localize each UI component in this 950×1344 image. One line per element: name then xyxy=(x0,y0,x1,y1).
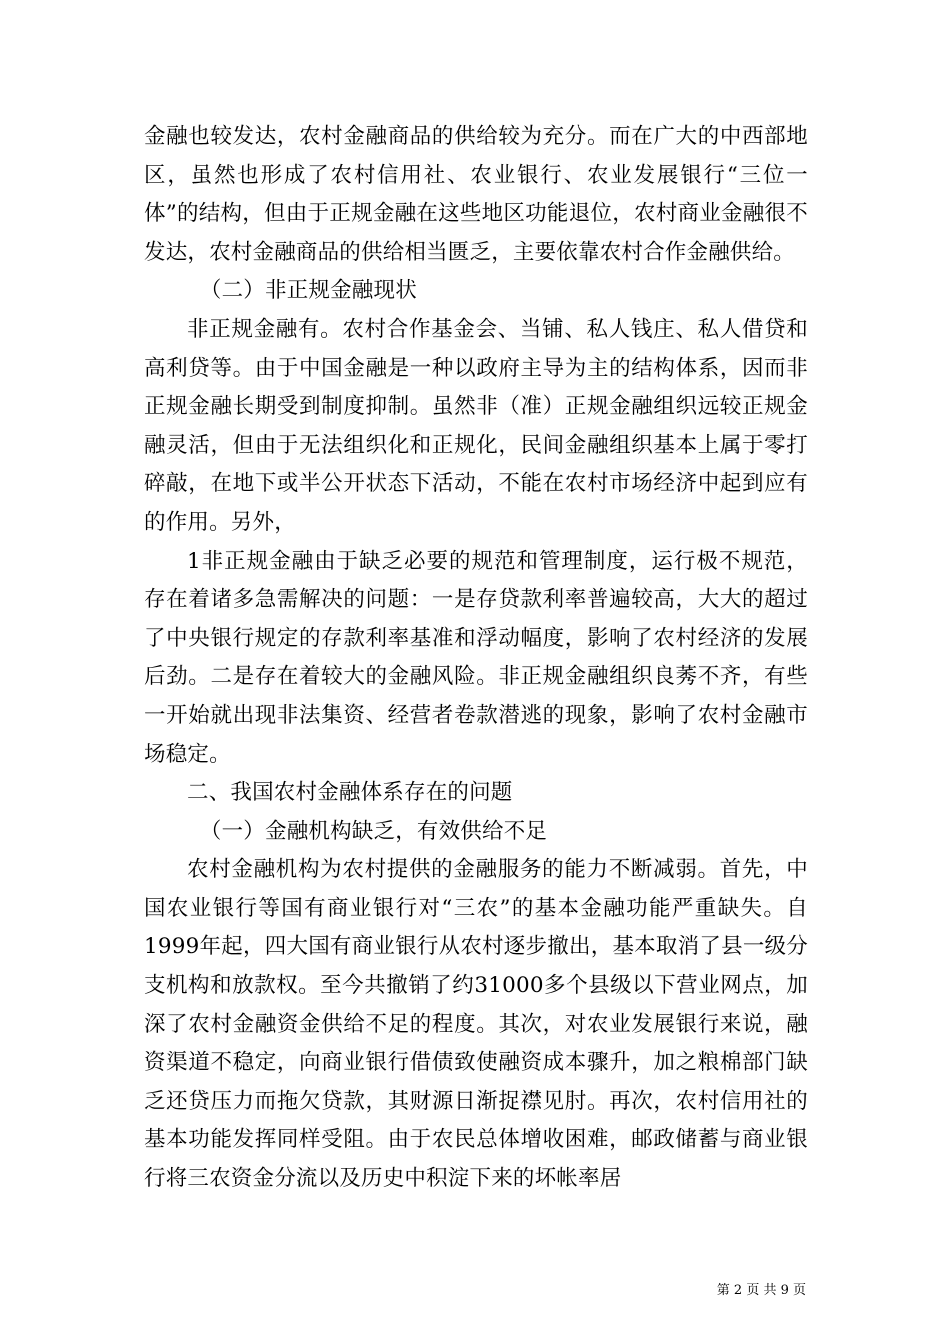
document-body xyxy=(144,118,808,1199)
paragraph-financial-institutions: 农村金融机构为农村提供的金融服务的能力不断减弱。首先，中国农业银行等国有商业银行对“三农”的基本金融功能严重缺失。自1999年起，四大国有商业银行从农村逐步撤出，基本取消了县一级分支机构和放款权。至今共撤销了约31000多个县级以下营业网点，加深了农村金融资金供给不足的程度。其次，对农业发展银行来说，融资渠道不稳定，向商业银行借债致使融资成本骤升，加之粮棉部门缺乏还贷压力而拖欠贷款，其财源日渐捉襟见肘。再次，农村信用社的基本功能发挥同样受阻。由于农民总体增收困难，邮政储蓄与商业银行将三农资金分流以及历史中积淀下来的坏帐率居 xyxy=(144,857,808,1192)
paragraph-continued: 金融也较发达，农村金融商品的供给较为充分。而在广大的中西部地区，虽然也形成了农村信用社、农业银行、农业发展银行“三位一体”的结构，但由于正规金融在这些地区功能退位，农村商业金融很不发达，农村金融商品的供给相当匮乏，主要依靠农村合作金融供给。 xyxy=(144,124,808,265)
section-heading-insufficient-supply: （一）金融机构缺乏，有效供给不足 xyxy=(199,818,548,844)
section-heading-informal-finance: （二）非正规金融现状 xyxy=(199,278,417,304)
page-number: 第 2 页 共 9 页 xyxy=(716,1283,806,1298)
paragraph-informal-finance: 非正规金融有。农村合作基金会、当铺、私人钱庄、私人借贷和高利贷等。由于中国金融是一种以政府主导为主的结构体系，因而非正规金融长期受到制度抑制。虽然非（准）正规金融组织远较正规金融灵活，但由于无法组织化和正规化，民间金融组织基本上属于零打碎敲，在地下或半公开状态下活动，不能在农村市场经济中起到应有的作用。另外， xyxy=(144,316,808,535)
section-heading-problems: 二、我国农村金融体系存在的问题 xyxy=(187,780,513,806)
paragraph-informal-finance-problems: 1非正规金融由于缺乏必要的规范和管理制度，运行极不规范，存在着诸多急需解决的问题：一是存贷款利率普遍较高，大大的超过了中央银行规定的存款利率基准和浮动幅度，影响了农村经济的发展后劲。二是存在着较大的金融风险。非正规金融组织良莠不齐，有些一开始就出现非法集资、经营者卷款潜逃的现象，影响了农村金融市场稳定。 xyxy=(144,548,808,767)
